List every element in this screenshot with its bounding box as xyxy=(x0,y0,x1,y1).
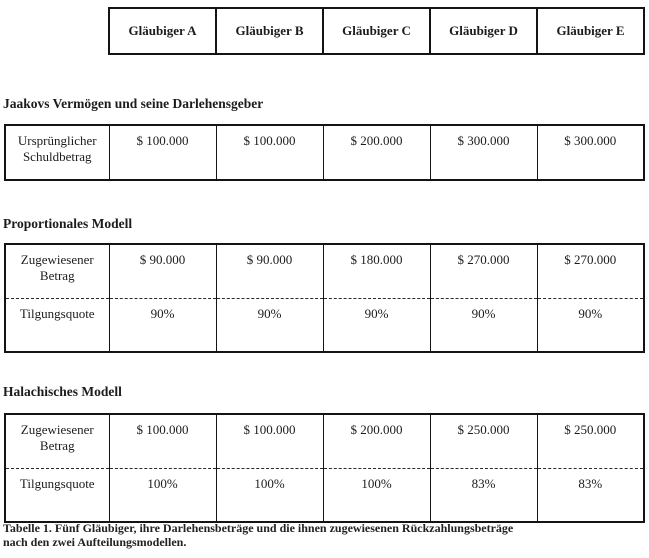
creditor-header-cell-c: Gläubiger C xyxy=(323,8,430,54)
section-heading-assets: Jaakovs Vermögen und seine Darlehensgeber xyxy=(3,96,264,111)
cell-original-debt-c: $ 200.000 xyxy=(323,125,430,180)
cell-prop-amount-d: $ 270.000 xyxy=(430,244,537,299)
table-caption-line-2: nach den zwei Aufteilungsmodellen. xyxy=(3,535,187,549)
table-caption xyxy=(3,521,513,549)
table-row xyxy=(5,244,644,299)
proportional-model-table xyxy=(4,243,645,353)
cell-original-debt-b: $ 100.000 xyxy=(216,125,323,180)
creditor-header-row xyxy=(108,7,645,55)
cell-prop-amount-e: $ 270.000 xyxy=(537,244,644,299)
cell-prop-rate-b: 90% xyxy=(216,299,323,353)
cell-prop-rate-d: 90% xyxy=(430,299,537,353)
cell-hal-rate-e: 83% xyxy=(537,469,644,523)
cell-hal-rate-b: 100% xyxy=(216,469,323,523)
cell-hal-amount-a: $ 100.000 xyxy=(109,414,216,469)
section-heading-halachic: Halachisches Modell xyxy=(3,384,122,399)
creditor-header-cell-e: Gläubiger E xyxy=(537,8,644,54)
section-heading-proportional: Proportionales Modell xyxy=(3,216,133,231)
cell-prop-rate-e: 90% xyxy=(537,299,644,353)
row-label-allocated-amount: Zugewiesener Betrag xyxy=(20,422,94,453)
row-label-repayment-rate: Tilgungsquote xyxy=(5,469,109,523)
row-label-repayment-rate: Tilgungsquote xyxy=(5,299,109,353)
cell-hal-amount-e: $ 250.000 xyxy=(537,414,644,469)
table-row xyxy=(5,299,644,353)
table-row xyxy=(5,125,644,180)
cell-prop-rate-a: 90% xyxy=(109,299,216,353)
table-caption-line-1: Tabelle 1. Fünf Gläubiger, ihre Darlehensbeträge und die ihnen zugewiesenen Rückzahlungsbeträge xyxy=(3,521,514,535)
cell-original-debt-e: $ 300.000 xyxy=(537,125,644,180)
cell-prop-amount-c: $ 180.000 xyxy=(323,244,430,299)
cell-hal-amount-c: $ 200.000 xyxy=(323,414,430,469)
cell-hal-amount-b: $ 100.000 xyxy=(216,414,323,469)
assets-table xyxy=(4,124,645,181)
creditor-header-cell-a: Gläubiger A xyxy=(109,8,216,54)
cell-hal-rate-a: 100% xyxy=(109,469,216,523)
cell-hal-amount-d: $ 250.000 xyxy=(430,414,537,469)
halachic-model-table xyxy=(4,413,645,523)
cell-original-debt-d: $ 300.000 xyxy=(430,125,537,180)
row-label-allocated-amount: Zugewiesener Betrag xyxy=(20,252,94,283)
creditor-header-cell-b: Gläubiger B xyxy=(216,8,323,54)
cell-prop-rate-c: 90% xyxy=(323,299,430,353)
cell-hal-rate-c: 100% xyxy=(323,469,430,523)
cell-hal-rate-d: 83% xyxy=(430,469,537,523)
row-label-original-debt: Ursprünglicher Schuldbetrag xyxy=(17,133,97,164)
table-row xyxy=(5,414,644,469)
cell-prop-amount-b: $ 90.000 xyxy=(216,244,323,299)
creditor-header-cell-d: Gläubiger D xyxy=(430,8,537,54)
creditor-header-cells xyxy=(109,8,644,54)
cell-original-debt-a: $ 100.000 xyxy=(109,125,216,180)
cell-prop-amount-a: $ 90.000 xyxy=(109,244,216,299)
table-row xyxy=(5,469,644,523)
